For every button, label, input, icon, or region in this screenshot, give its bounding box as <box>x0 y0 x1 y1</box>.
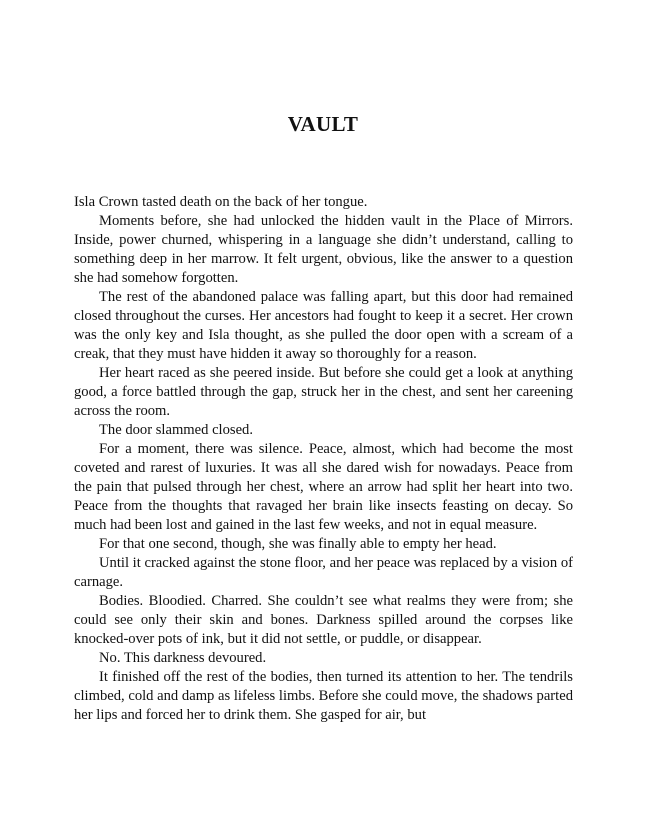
paragraph: No. This darkness devoured. <box>99 650 267 666</box>
paragraph: Moments before, she had unlocked the hidden vault in the Place of Mirrors. Inside, power churned, whispering in a language she didn’t understand, calling to something deep in her marrow. It felt urgent, obvious, like the answer to a question she had somehow forgotten. <box>74 213 573 286</box>
chapter-title: VAULT <box>287 112 359 136</box>
paragraph: For a moment, there was silence. Peace, almost, which had become the most coveted and rarest of luxuries. It was all she dared wish for nowadays. Peace from the pain that pulsed through her chest, where an arrow had split her heart into two. Peace from the thoughts that ravaged her brain like insects feasting on decay. So much had been lost and gained in the last few weeks, and not in equal measure. <box>74 441 573 533</box>
paragraph: The door slammed closed. <box>99 422 254 438</box>
paragraph: The rest of the abandoned palace was falling apart, but this door had remained closed throughout the curses. Her ancestors had fought to keep it a secret. Her crown was the only key and Isla thought, as she pulled the door open with a scream of a creak, that they must have hidden it away so thoroughly for a reason. <box>74 289 573 362</box>
chapter-body <box>74 193 573 725</box>
paragraph: Until it cracked against the stone floor, and her peace was replaced by a vision of carnage. <box>74 555 573 590</box>
paragraph: For that one second, though, she was finally able to empty her head. <box>99 536 497 552</box>
paragraph: Isla Crown tasted death on the back of her tongue. <box>74 194 368 210</box>
paragraph: Bodies. Bloodied. Charred. She couldn’t see what realms they were from; she could see only their skin and bones. Darkness spilled around the corpses like knocked-over pots of ink, but it did not settle, or puddle, or disappear. <box>74 593 573 647</box>
paragraph: It finished off the rest of the bodies, then turned its attention to her. The tendrils climbed, cold and damp as lifeless limbs. Before she could move, the shadows parted her lips and forced her to drink them. She gasped for air, but <box>74 669 573 723</box>
paragraph: Her heart raced as she peered inside. But before she could get a look at anything good, a force battled through the gap, struck her in the chest, and sent her careening across the room. <box>74 365 573 419</box>
